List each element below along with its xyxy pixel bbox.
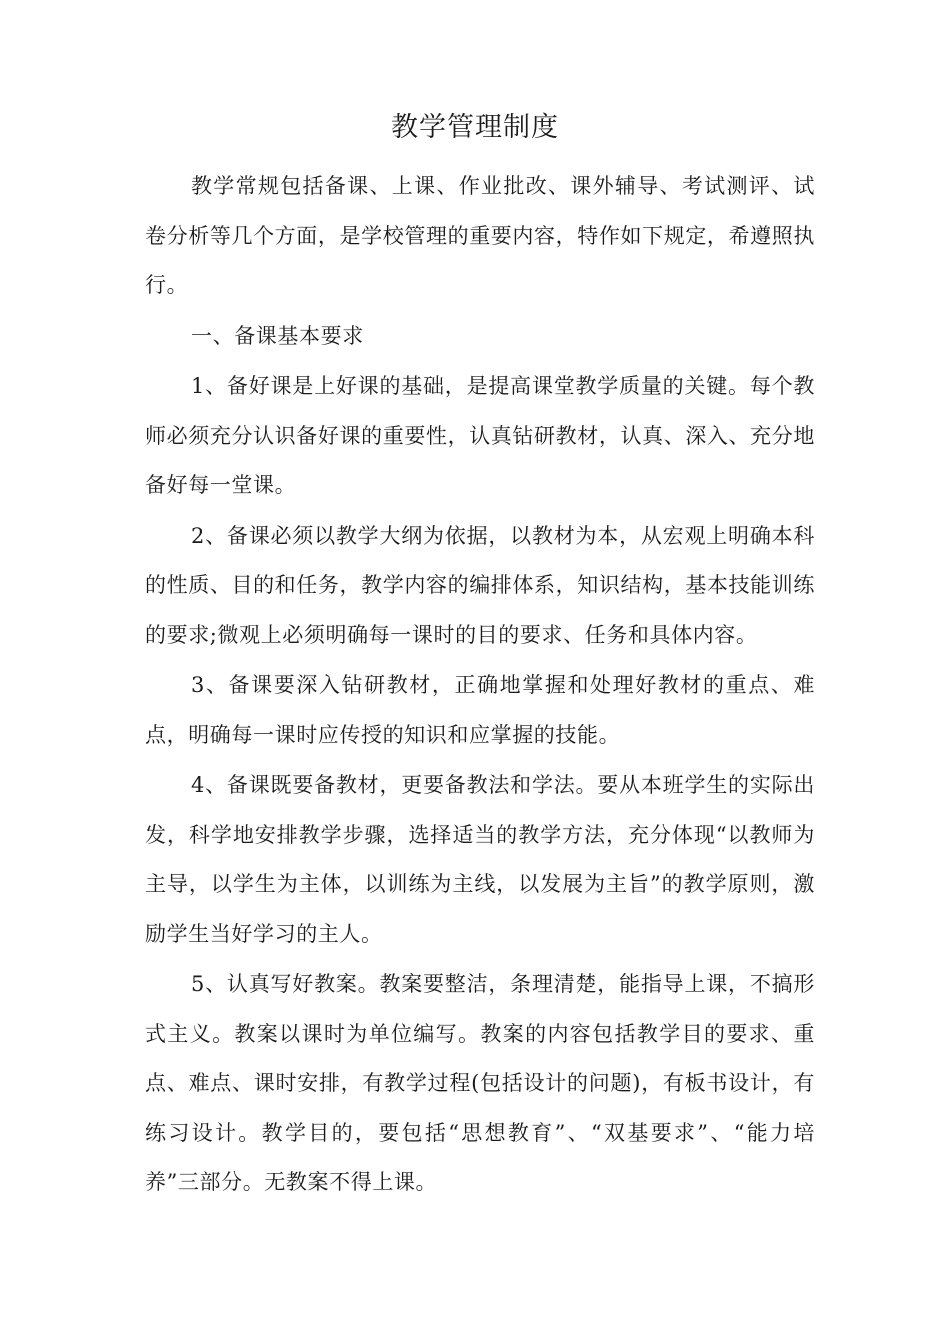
document-body: [145, 162, 815, 1209]
rule-paragraph-5: 5、认真写好教案。教案要整洁，条理清楚，能指导上课，不搞形式主义。教案以课时为单位编写。教案的内容包括教学目的要求、重点、难点、课时安排，有教学过程(包括设计的问题)，有板书设计，有练习设计。教学目的，要包括“思想教育”、“双基要求”、“能力培养”三部分。无教案不得上课。: [145, 972, 815, 1194]
rule-paragraph-2: 2、备课必须以教学大纲为依据，以教材为本，从宏观上明确本科的性质、目的和任务，教学内容的编排体系，知识结构，基本技能训练的要求;微观上必须明确每一课时的目的要求、任务和具体内容。: [145, 523, 815, 647]
rule-paragraph-3: 3、备课要深入钻研教材，正确地掌握和处理好教材的重点、难点，明确每一课时应传授的知识和应掌握的技能。: [145, 673, 815, 747]
rule-paragraph-1: 1、备好课是上好课的基础，是提高课堂教学质量的关键。每个教师必须充分认识备好课的重要性，认真钻研教材，认真、深入、充分地备好每一堂课。: [145, 374, 815, 497]
intro-paragraph: 教学常规包括备课、上课、作业批改、课外辅导、考试测评、试卷分析等几个方面，是学校管理的重要内容，特作如下规定，希遵照执行。: [145, 174, 815, 297]
section-heading: 一、备课基本要求: [191, 323, 364, 348]
rule-paragraph-4: 4、备课既要备教材，更要备教法和学法。要从本班学生的实际出发，科学地安排教学步骤，选择适当的教学方法，充分体现“以教师为主导，以学生为主体，以训练为主线，以发展为主旨”的教学原则，激励学生当好学习的主人。: [145, 773, 815, 946]
document-title: 教学管理制度: [391, 112, 559, 143]
